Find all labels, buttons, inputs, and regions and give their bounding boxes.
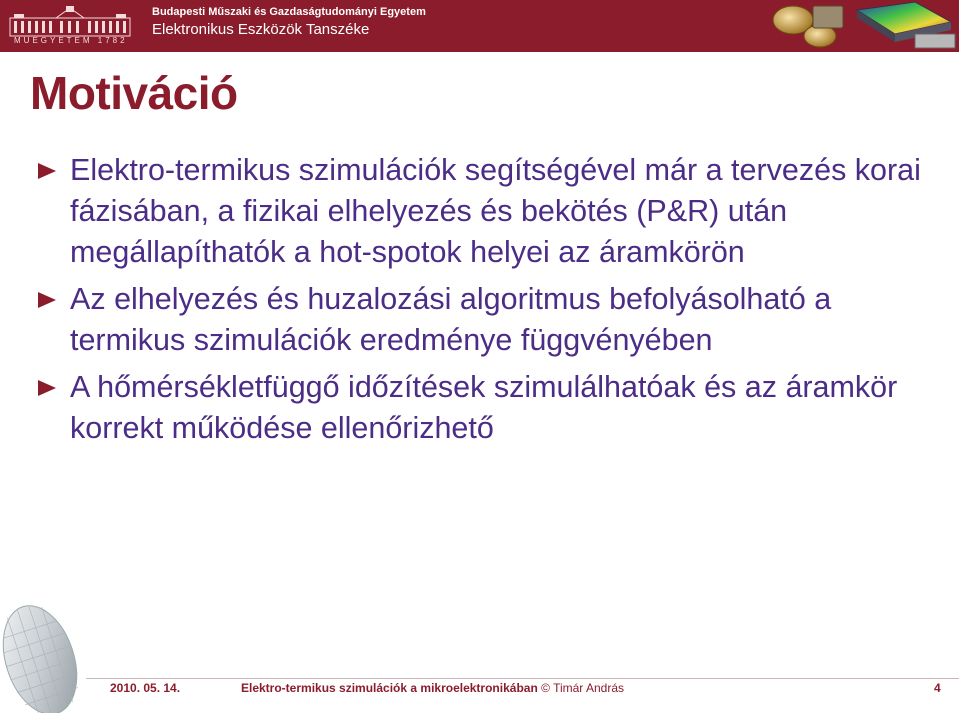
bullet-item <box>38 279 938 361</box>
triangle-bullet-icon <box>38 292 56 308</box>
footer-author: © Timár András <box>541 681 624 695</box>
bullet-item <box>38 367 938 449</box>
page-number: 4 <box>934 681 941 695</box>
footer-date: 2010. 05. 14. <box>110 681 181 695</box>
triangle-bullet-icon <box>38 163 56 179</box>
bullet-item <box>38 150 938 273</box>
university-name: Budapesti Műszaki és Gazdaságtudományi Egyetem <box>152 6 426 18</box>
bullet-text: Elektro-termikus szimulációk segítségével már a tervezés korai fázisában, a fizikai elhelyezés és bekötés (P&R) után megállapíthatók a hot-spotok helyei az áramkörön <box>70 153 921 269</box>
wafer-image <box>0 598 78 713</box>
footer-presentation-title: Elektro-termikus szimulációk a mikroelektronikában <box>241 681 538 695</box>
footer-divider <box>86 678 959 679</box>
header-bar <box>0 0 959 52</box>
bullet-text: A hőmérsékletfüggő időzítések szimulálhatóak és az áramkör korrekt működése ellenőrizhető <box>70 370 898 445</box>
slide-title: Motiváció <box>30 67 238 119</box>
bullet-list <box>38 150 938 455</box>
triangle-bullet-icon <box>38 380 56 396</box>
chips-image <box>765 0 959 52</box>
bullet-text: Az elhelyezés és huzalozási algoritmus befolyásolható a termikus szimulációk eredménye függvényében <box>70 282 832 357</box>
footer-title <box>241 681 624 695</box>
logo-caption: MŰEGYETEM 1782 <box>14 36 128 45</box>
department-name: Elektronikus Eszközök Tanszéke <box>152 21 370 38</box>
